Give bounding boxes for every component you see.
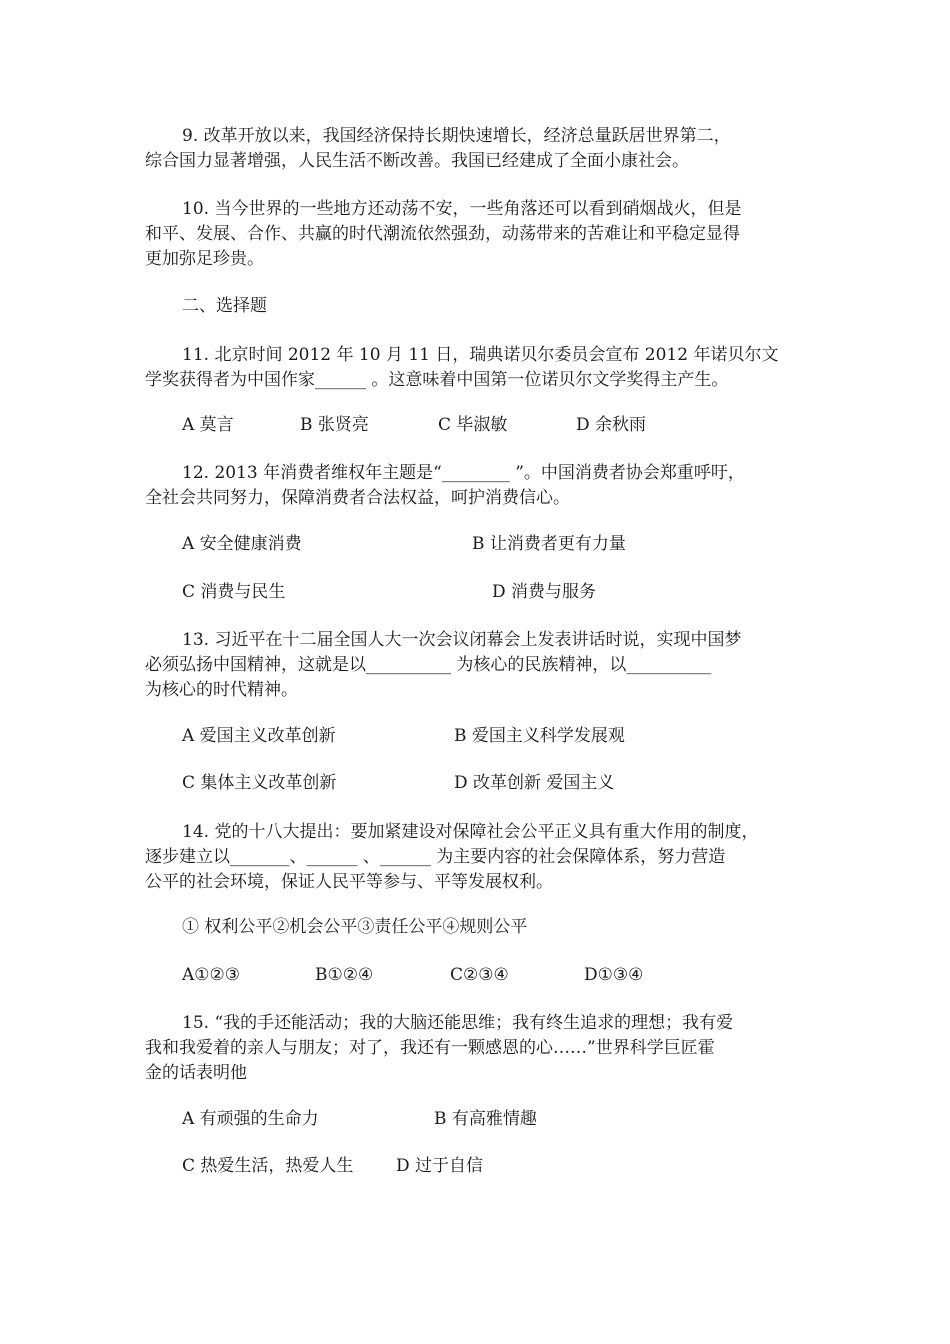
- question-12-option-c: C 消费与民生: [182, 582, 286, 602]
- question-12-option-d: D 消费与服务: [492, 582, 597, 602]
- question-12-option-a: A 安全健康消费: [182, 534, 302, 554]
- question-13-line-2: 必须弘扬中国精神，这就是以__________ 为核心的民族精神，以__________: [145, 655, 712, 675]
- question-11-option-b: B 张贤亮: [300, 415, 369, 435]
- question-14-line-3: 公平的社会环境，保证人民平等参与、平等发展权利。: [145, 872, 553, 892]
- question-13-option-a: A 爱国主义改革创新: [182, 726, 336, 746]
- question-9: [145, 124, 825, 174]
- question-10-line-2: 和平、发展、合作、共赢的时代潮流依然强劲，动荡带来的苦难让和平稳定显得: [145, 224, 740, 244]
- question-14-option-d: D①③④: [584, 965, 644, 985]
- question-13-option-c: C 集体主义改革创新: [182, 773, 337, 793]
- question-11-option-d: D 余秋雨: [576, 415, 647, 435]
- section-2-title: 二、选择题: [182, 296, 267, 316]
- question-14-line-2: 逐步建立以_______、______ 、______ 为主要内容的社会保障体系，努力营造: [145, 847, 726, 867]
- question-9-line-1: 9. 改革开放以来，我国经济保持长期快速增长，经济总量跃居世界第二，: [182, 126, 731, 146]
- question-11-option-a: A 莫言: [182, 415, 234, 435]
- question-12-line-1: 12. 2013 年消费者维权年主题是“________ ”。中国消费者协会郑重呼吁，: [182, 463, 745, 483]
- question-12-line-2: 全社会共同努力，保障消费者合法权益，呵护消费信心。: [145, 488, 570, 508]
- question-13: [145, 628, 825, 703]
- question-14-line-1: 14. 党的十八大提出：要加紧建设对保障社会公平正义具有重大作用的制度，: [182, 822, 759, 842]
- question-14-items: ① 权利公平②机会公平③责任公平④规则公平: [182, 917, 528, 937]
- question-14: [145, 820, 825, 895]
- question-13-line-3: 为核心的时代精神。: [145, 680, 298, 700]
- question-14-option-c: C②③④: [450, 965, 509, 985]
- question-13-option-b: B 爱国主义科学发展观: [454, 726, 625, 746]
- question-11-line-1: 11. 北京时间 2012 年 10 月 11 日，瑞典诺贝尔委员会宣布 2012 年诺贝尔文: [182, 345, 779, 365]
- section-title: [145, 294, 825, 319]
- question-13-option-d: D 改革创新 爱国主义: [454, 773, 615, 793]
- question-12-option-b: B 让消费者更有力量: [472, 534, 626, 554]
- question-13-line-1: 13. 习近平在十二届全国人大一次会议闭幕会上发表讲话时说，实现中国梦: [182, 630, 742, 650]
- question-15-option-d: D 过于自信: [396, 1156, 484, 1176]
- question-14-option-b: B①②④: [315, 965, 374, 985]
- question-12: [145, 461, 825, 511]
- question-15-option-a: A 有顽强的生命力: [182, 1109, 319, 1129]
- question-11: [145, 343, 825, 393]
- question-10-line-3: 更加弥足珍贵。: [145, 249, 264, 269]
- question-15-option-b: B 有高雅情趣: [434, 1109, 537, 1129]
- question-9-line-2: 综合国力显著增强，人民生活不断改善。我国已经建成了全面小康社会。: [145, 151, 689, 171]
- question-15-option-c: C 热爱生活，热爱人生: [182, 1156, 354, 1176]
- question-15-line-1: 15. “我的手还能活动；我的大脑还能思维；我有终生追求的理想；我有爱: [182, 1013, 734, 1033]
- question-15-line-2: 我和我爱着的亲人与朋友；对了，我还有一颗感恩的心……”世界科学巨匠霍: [145, 1038, 715, 1058]
- question-11-line-2: 学奖获得者为中国作家______ 。这意味着中国第一位诺贝尔文学奖得主产生。: [145, 370, 729, 390]
- question-15: [145, 1011, 825, 1086]
- question-14-option-a: A①②③: [182, 965, 240, 985]
- question-11-option-c: C 毕淑敏: [438, 415, 508, 435]
- question-10-line-1: 10. 当今世界的一些地方还动荡不安，一些角落还可以看到硝烟战火，但是: [182, 199, 742, 219]
- question-10: [145, 197, 825, 272]
- question-15-line-3: 金的话表明他: [145, 1063, 247, 1083]
